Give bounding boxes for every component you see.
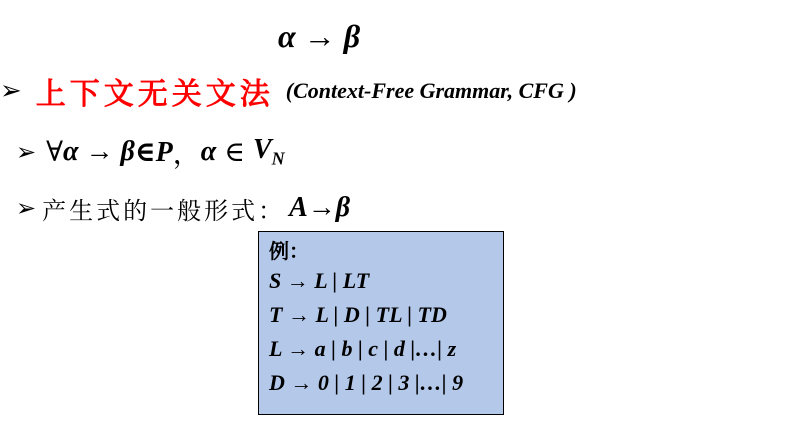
general-form-label: 产生式的一般形式：: [42, 196, 286, 225]
bullet-arrow-icon: ➢: [16, 139, 37, 166]
bullet-arrow-icon: ➢: [0, 76, 22, 105]
example-title: 例：: [269, 239, 309, 263]
condition-separator: ，: [172, 139, 201, 170]
top-formula: α → β: [278, 18, 361, 54]
bullet-arrow-icon: ➢: [16, 195, 37, 222]
grammar-rule: S → L | LT: [269, 268, 370, 293]
element-of-symbol: ∈: [224, 137, 245, 168]
grammar-rule: D → 0 | 1 | 2 | 3 |…| 9: [269, 370, 464, 395]
vn-subscript: N: [271, 148, 285, 169]
condition-line: [16, 130, 285, 174]
general-form-line: [16, 186, 350, 230]
condition-alpha: α: [200, 136, 217, 167]
condition-in-p: ∈P: [134, 137, 173, 168]
vn-symbol: [253, 134, 285, 170]
vn-base: V: [252, 134, 272, 166]
forall-symbol: ∀: [46, 137, 64, 168]
condition-rule: α → β: [63, 136, 135, 167]
general-form-formula: A→β: [289, 192, 351, 223]
cfg-title-en: (Context-Free Grammar, CFG ): [285, 78, 577, 103]
grammar-rule: L → a | b | c | d |…| z: [269, 336, 457, 361]
cfg-title-zh: 上下文无关文法: [35, 77, 274, 112]
section-heading: [0, 70, 577, 112]
grammar-rule: T → L | D | TL | TD: [269, 302, 447, 327]
example-box: [258, 231, 504, 415]
